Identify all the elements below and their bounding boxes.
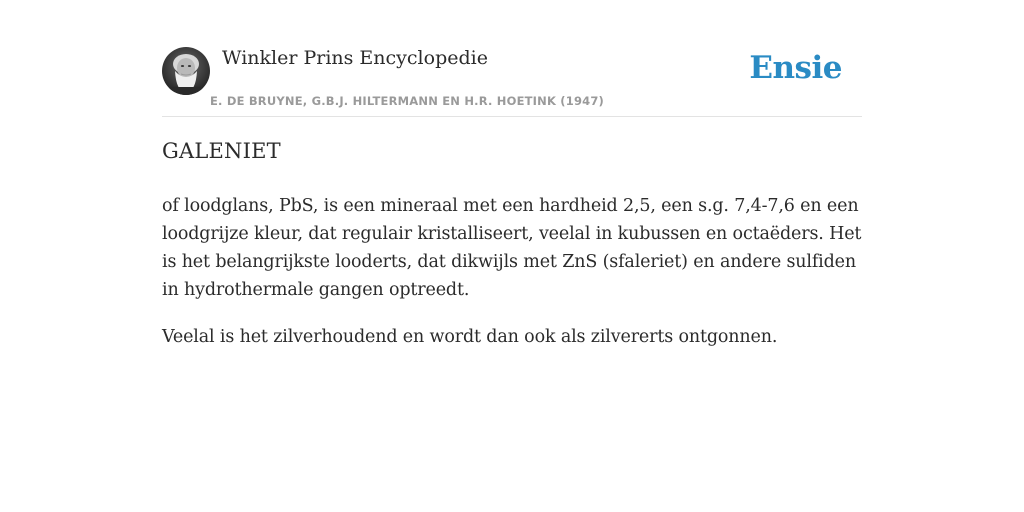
entry-paragraph: Veelal is het zilverhoudend en wordt dan ook als zilvererts ontgonnen. <box>162 327 778 347</box>
entry-title: GALENIET <box>162 139 281 163</box>
source-title[interactable]: Winkler Prins Encyclopedie <box>222 47 488 69</box>
entry-paragraph: of loodglans, PbS, is een mineraal met een hardheid 2,5, een s.g. 7,4-7,6 en een loodgrijze kleur, dat regulair kristalliseert, veelal in kubussen en octaëders. Het is het belangrijkste looderts, dat dikwijls met ZnS (sfaleriet) en andere sulfiden in hydrothermale gangen optreedt. <box>162 196 862 300</box>
source-authors: E. DE BRUYNE, G.B.J. HILTERMANN EN H.R. HOETINK (1947) <box>210 94 605 108</box>
source-header <box>162 44 862 117</box>
ensie-logo-link[interactable]: Ensie <box>749 50 842 86</box>
entry-body <box>162 192 862 370</box>
author-portrait-icon[interactable] <box>162 47 210 95</box>
